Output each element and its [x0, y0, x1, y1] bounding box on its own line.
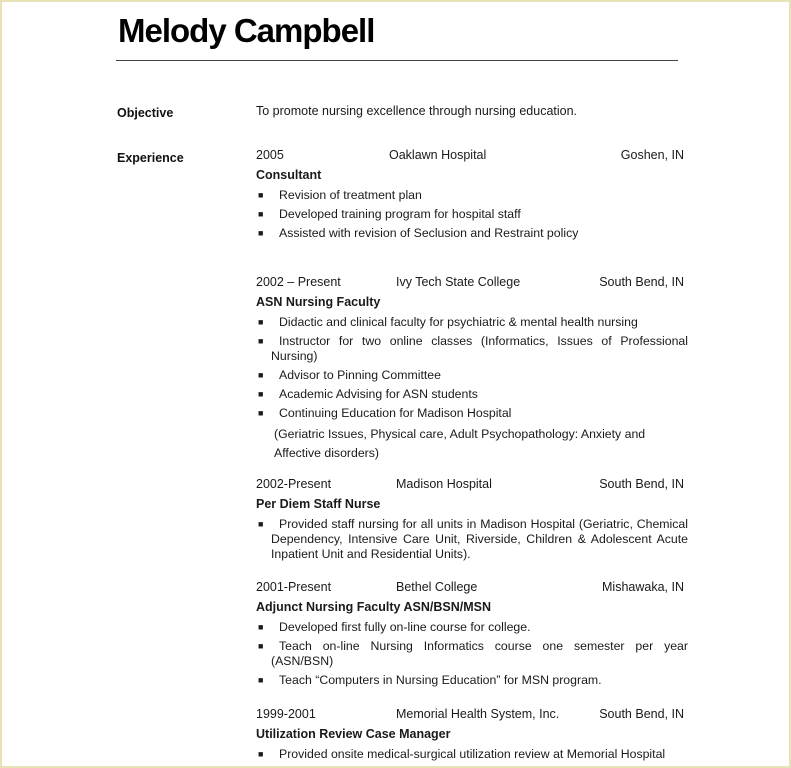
bullet-icon: ■: [258, 370, 264, 380]
job-location: South Bend, IN: [599, 275, 684, 289]
job-bullets: [256, 747, 688, 762]
job-location: Goshen, IN: [620, 148, 684, 162]
bullet-item: ■ Provided onsite medical-surgical utilization review at Memorial Hospital: [258, 747, 666, 761]
bullet-item: ■ Advisor to Pinning Committee: [258, 368, 441, 382]
bullet-icon: ■: [258, 228, 264, 238]
job-organization: Bethel College: [396, 580, 478, 594]
job-location: Mishawaka, IN: [602, 580, 684, 594]
job-year: 1999-2001: [256, 707, 316, 721]
job-organization: Memorial Health System, Inc.: [396, 707, 560, 721]
bullet-item: ■ Provided staff nursing for all units in Madison Hospital (Geriatric, Chemical Dependency, Intensive Care Unit, Riverside, Children & Adolescent Acute Inpatient Unit and Residential Units).: [258, 517, 688, 561]
header-divider: [116, 60, 678, 61]
job-location: South Bend, IN: [599, 477, 684, 491]
bullet-icon: ■: [258, 675, 264, 685]
job-year: 2005: [256, 148, 284, 162]
job-header: [256, 275, 688, 294]
job-role: Consultant: [256, 168, 322, 182]
job-entry: [256, 275, 688, 463]
bullet-item: ■ Revision of treatment plan: [258, 188, 422, 202]
bullet-icon: ■: [258, 317, 264, 327]
objective-label: Objective: [117, 106, 174, 120]
job-header: [256, 707, 688, 726]
job-bullets: [256, 188, 688, 241]
job-year: 2001-Present: [256, 580, 332, 594]
job-bullets: [256, 517, 688, 562]
bullet-item: ■ Developed training program for hospital staff: [258, 207, 521, 221]
bullet-icon: ■: [258, 641, 264, 651]
experience-label: Experience: [117, 151, 184, 165]
job-role: Per Diem Staff Nurse: [256, 497, 381, 511]
job-bullets: [256, 315, 688, 421]
bullet-icon: ■: [258, 389, 264, 399]
job-entry: [256, 580, 688, 692]
bullet-item: ■ Teach “Computers in Nursing Education” for MSN program.: [258, 673, 602, 687]
job-year: 2002 – Present: [256, 275, 341, 289]
bullet-icon: ■: [258, 519, 264, 529]
job-entry: [256, 148, 688, 245]
bullet-icon: ■: [258, 209, 264, 219]
bullet-item: ■ Instructor for two online classes (Informatics, Issues of Professional Nursing): [258, 334, 688, 363]
job-entry: [256, 477, 688, 566]
bullet-item: ■ Didactic and clinical faculty for psychiatric & mental health nursing: [258, 315, 638, 329]
bullet-item: ■ Assisted with revision of Seclusion and Restraint policy: [258, 226, 579, 240]
job-header: [256, 477, 688, 496]
bullet-item: ■ Continuing Education for Madison Hospital: [258, 406, 512, 420]
bullet-item: ■ Developed first fully on-line course for college.: [258, 620, 531, 634]
bullet-continuation: (Geriatric Issues, Physical care, Adult Psychopathology: Anxiety and Affective disorders): [274, 427, 646, 460]
resume-name: Melody Campbell: [118, 12, 375, 49]
job-bullets: [256, 620, 688, 688]
bullet-icon: ■: [258, 190, 264, 200]
job-role: Utilization Review Case Manager: [256, 727, 451, 741]
job-header: [256, 148, 688, 167]
job-location: South Bend, IN: [599, 707, 684, 721]
bullet-icon: ■: [258, 408, 264, 418]
bullet-icon: ■: [258, 622, 264, 632]
bullet-item: ■ Teach on-line Nursing Informatics course one semester per year (ASN/BSN): [258, 639, 688, 668]
bullet-icon: ■: [258, 749, 264, 759]
bullet-item: ■ Academic Advising for ASN students: [258, 387, 478, 401]
job-role: ASN Nursing Faculty: [256, 295, 381, 309]
job-organization: Ivy Tech State College: [396, 275, 521, 289]
objective-text: To promote nursing excellence through nursing education.: [256, 104, 578, 118]
bullet-icon: ■: [258, 336, 264, 346]
job-year: 2002-Present: [256, 477, 332, 491]
job-organization: Oaklawn Hospital: [389, 148, 487, 162]
job-role: Adjunct Nursing Faculty ASN/BSN/MSN: [256, 600, 491, 614]
job-entry: [256, 707, 688, 766]
job-organization: Madison Hospital: [396, 477, 492, 491]
job-header: [256, 580, 688, 599]
